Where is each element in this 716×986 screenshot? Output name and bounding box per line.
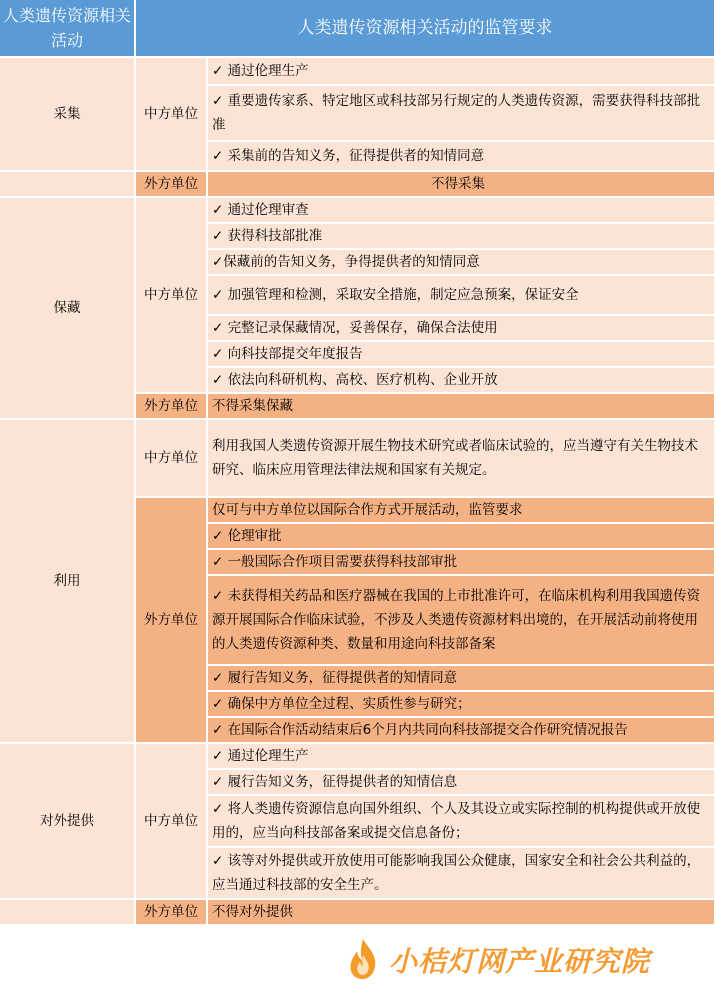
collect-cn-item: ✓ 采集前的告知义务，征得提供者的知情同意 xyxy=(208,142,716,172)
preserve-fn-unit: 外方单位 xyxy=(136,394,208,420)
use-fn-item: ✓ 履行告知义务，征得提供者的知情同意 xyxy=(208,666,716,692)
use-fn-item: ✓ 未获得相关药品和医疗器械在我国的上市批准许可，在临床机构利用我国遗传资源开展国际合作临床试验，不涉及人类遗传资源材料出境的，在开展活动前将使用的人类遗传资源种类、数量和用途向科技部备案 xyxy=(208,576,716,666)
use-cn-unit: 中方单位 xyxy=(136,420,208,498)
preserve-cn-item: ✓保藏前的告知义务，争得提供者的知情同意 xyxy=(208,250,716,276)
preserve-cn-item: ✓ 加强管理和检测，采取安全措施，制定应急预案，保证安全 xyxy=(208,276,716,316)
flame-logo-icon xyxy=(343,937,383,981)
activity-collect: 采集 xyxy=(0,58,136,172)
use-fn-item: ✓ 在国际合作活动结束后6个月内共同向科技部提交合作研究情况报告 xyxy=(208,718,716,744)
provide-fn-unit: 外方单位 xyxy=(136,900,208,926)
preserve-cn-item: ✓ 依法向科研机构、高校、医疗机构、企业开放 xyxy=(208,368,716,394)
provide-cn-unit: 中方单位 xyxy=(136,744,208,900)
use-cn-text: 利用我国人类遗传资源开展生物技术研究或者临床试验的，应当遵守有关生物技术研究、临床应用管理法律法规和国家有关规定。 xyxy=(208,420,716,498)
use-fn-item: 仅可与中方单位以国际合作方式开展活动，监管要求 xyxy=(208,498,716,524)
preserve-cn-item: ✓ 通过伦理审查 xyxy=(208,198,716,224)
use-fn-item: ✓ 确保中方单位全过程、实质性参与研究； xyxy=(208,692,716,718)
activity-preserve: 保藏 xyxy=(0,198,136,420)
collect-cn-item: ✓ 重要遗传家系、特定地区或科技部另行规定的人类遗传资源，需要获得科技部批准 xyxy=(208,86,716,142)
provide-cn-item: ✓ 该等对外提供或开放使用可能影响我国公众健康，国家安全和社会公共利益的，应当通过科技部的安全生产。 xyxy=(208,848,716,900)
provide-fn-text: 不得对外提供 xyxy=(208,900,716,926)
preserve-cn-unit: 中方单位 xyxy=(136,198,208,394)
use-fn-unit: 外方单位 xyxy=(136,498,208,744)
collect-fn-unit: 外方单位 xyxy=(136,172,208,198)
provide-cn-item: ✓ 通过伦理生产 xyxy=(208,744,716,770)
activity-use: 利用 xyxy=(0,420,136,744)
collect-cn-unit: 中方单位 xyxy=(136,58,208,172)
preserve-cn-item: ✓ 完整记录保藏情况，妥善保存，确保合法使用 xyxy=(208,316,716,342)
use-fn-item: ✓ 伦理审批 xyxy=(208,524,716,550)
activity-collect-fn-spacer xyxy=(0,172,136,198)
watermark-text: 小桔灯网产业研究院 xyxy=(389,945,651,978)
provide-cn-item: ✓ 履行告知义务，征得提供者的知情信息 xyxy=(208,770,716,796)
activity-provide-fn-spacer xyxy=(0,900,136,926)
use-fn-item: ✓ 一般国际合作项目需要获得科技部审批 xyxy=(208,550,716,576)
activity-provide: 对外提供 xyxy=(0,744,136,900)
provide-cn-item: ✓ 将人类遗传资源信息向国外组织、个人及其设立或实际控制的机构提供或开放使用的，应当向科技部备案或提交信息备份； xyxy=(208,796,716,848)
header-requirement-col: 人类遗传资源相关活动的监管要求 xyxy=(136,0,716,58)
preserve-cn-item: ✓ 获得科技部批准 xyxy=(208,224,716,250)
preserve-cn-item: ✓ 向科技部提交年度报告 xyxy=(208,342,716,368)
header-activity-col: 人类遗传资源相关活动 xyxy=(0,0,136,58)
collect-fn-text: 不得采集 xyxy=(208,172,716,198)
collect-cn-item: ✓ 通过伦理生产 xyxy=(208,58,716,86)
preserve-fn-text: 不得采集保藏 xyxy=(208,394,716,420)
